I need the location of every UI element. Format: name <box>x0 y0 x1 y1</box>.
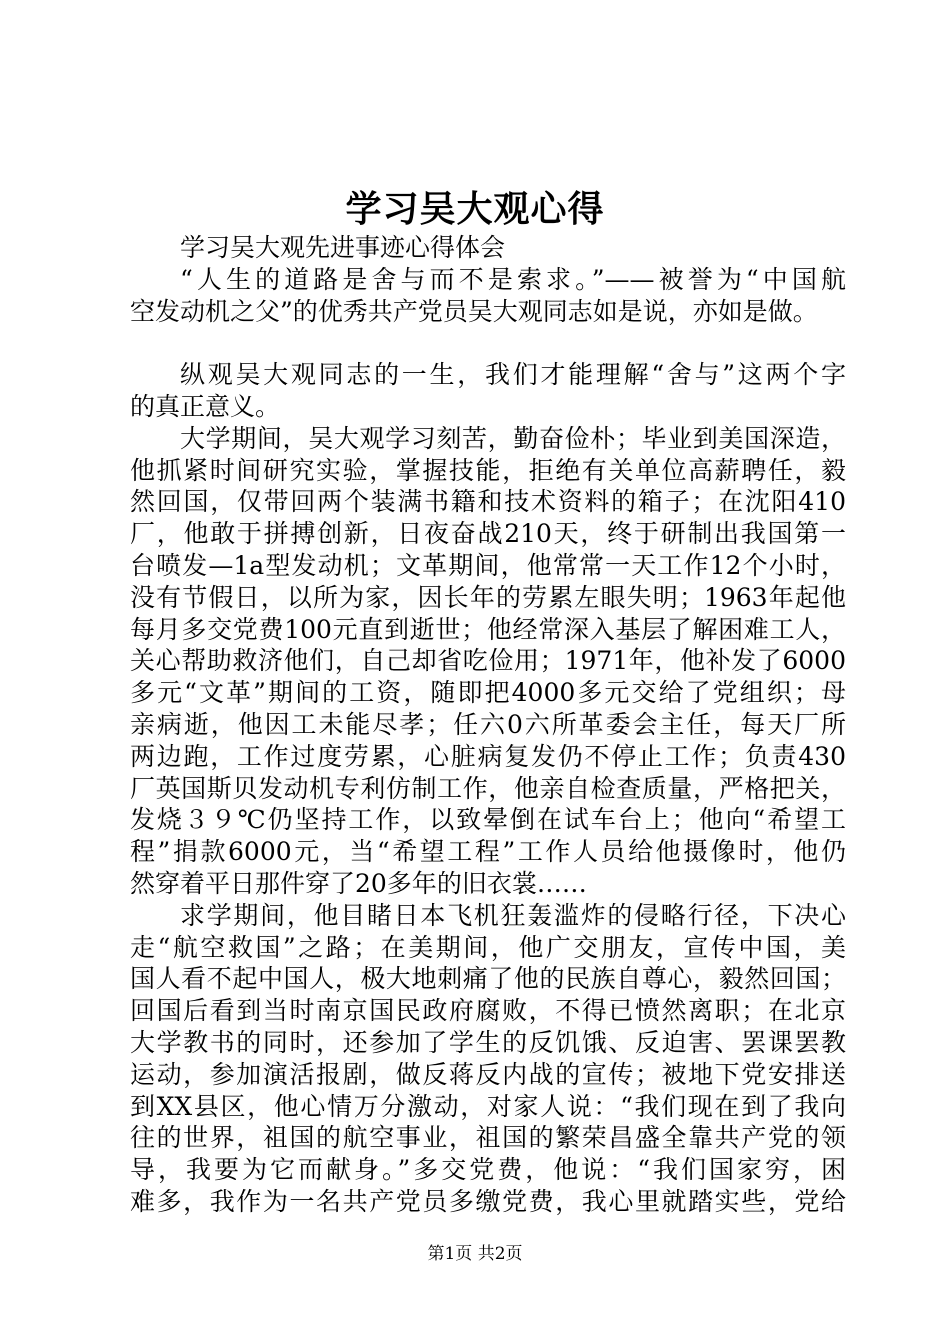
paragraph-line: 往的世界，祖国的航空事业，祖国的繁荣昌盛全靠共产党的领 <box>130 1123 846 1153</box>
paragraph-line: 到XX县区，他心情万分激动，对家人说：“我们现在到了我向 <box>130 1091 846 1121</box>
page-footer: 第1页 共2页 <box>427 1244 523 1264</box>
paragraph-line: 国人看不起中国人，极大地刺痛了他的民族自尊心，毅然回国； <box>130 964 846 994</box>
paragraph-line: 每月多交党费100元直到逝世；他经常深入基层了解困难工人， <box>130 614 846 644</box>
document-title: 学习吴大观心得 <box>345 188 605 230</box>
paragraph-line: 他抓紧时间研究实验，掌握技能，拒绝有关单位高薪聘任，毅 <box>130 455 846 485</box>
paragraph-line: 难多，我作为一名共产党员多缴党费，我心里就踏实些，党给 <box>130 1186 846 1216</box>
paragraph-line: 的真正意义。 <box>130 391 281 421</box>
paragraph-line: 多元“文革”期间的工资，随即把4000多元交给了党组织；母 <box>130 678 846 708</box>
paragraph-line: 程”捐款6000元，当“希望工程”工作人员给他摄像时，他仍 <box>130 837 846 867</box>
paragraph-line: 纵观吴大观同志的一生，我们才能理解“舍与”这两个字 <box>180 360 846 390</box>
paragraph-line: 没有节假日，以所为家，因长年的劳累左眼失明；1963年起他 <box>130 582 846 612</box>
paragraph-line: 厂英国斯贝发动机专利仿制工作，他亲自检查质量，严格把关， <box>130 773 846 803</box>
paragraph-line: 回国后看到当时南京国民政府腐败，不得已愤然离职；在北京 <box>130 996 846 1026</box>
paragraph-line: 走“航空救国”之路；在美期间，他广交朋友，宣传中国，美 <box>130 932 846 962</box>
paragraph-line: 求学期间，他目睹日本飞机狂轰滥炸的侵略行径，下决心 <box>180 900 846 930</box>
paragraph-line: 大学教书的同时，还参加了学生的反饥饿、反迫害、罢课罢教 <box>130 1027 846 1057</box>
paragraph-line: 关心帮助救济他们，自己却省吃俭用；1971年，他补发了6000 <box>130 646 846 676</box>
paragraph-line: 大学期间，吴大观学习刻苦，勤奋俭朴；毕业到美国深造， <box>180 423 846 453</box>
blank-line <box>130 327 846 359</box>
paragraph-line: 厂，他敢于拼搏创新，日夜奋战210天，终于研制出我国第一 <box>130 519 846 549</box>
paragraph-line: “人生的道路是舍与而不是索求。”——被誉为“中国航 <box>180 264 846 294</box>
paragraph-line: 然回国，仅带回两个装满书籍和技术资料的箱子；在沈阳410 <box>130 487 846 517</box>
paragraph-line: 空发动机之父”的优秀共产党员吴大观同志如是说，亦如是做。 <box>130 296 818 326</box>
document-body <box>130 232 846 1218</box>
paragraph-line: 运动，参加演活报剧，做反蒋反内战的宣传；被地下党安排送 <box>130 1059 846 1089</box>
paragraph-line: 两边跑，工作过度劳累，心脏病复发仍不停止工作；负责430 <box>130 741 846 771</box>
paragraph-line: 学习吴大观先进事迹心得体会 <box>180 233 506 262</box>
paragraph-line: 台喷发—1a型发动机；文革期间，他常常一天工作12个小时， <box>130 550 846 580</box>
paragraph-line: 发烧３９℃仍坚持工作，以致晕倒在试车台上；他向“希望工 <box>130 805 846 835</box>
paragraph-line: 然穿着平日那件穿了20多年的旧衣裳…… <box>130 868 587 898</box>
paragraph-line: 亲病逝，他因工未能尽孝；任六0六所革委会主任，每天厂所 <box>130 709 846 739</box>
paragraph-line: 导，我要为它而献身。”多交党费，他说：“我们国家穷，困 <box>130 1155 846 1185</box>
